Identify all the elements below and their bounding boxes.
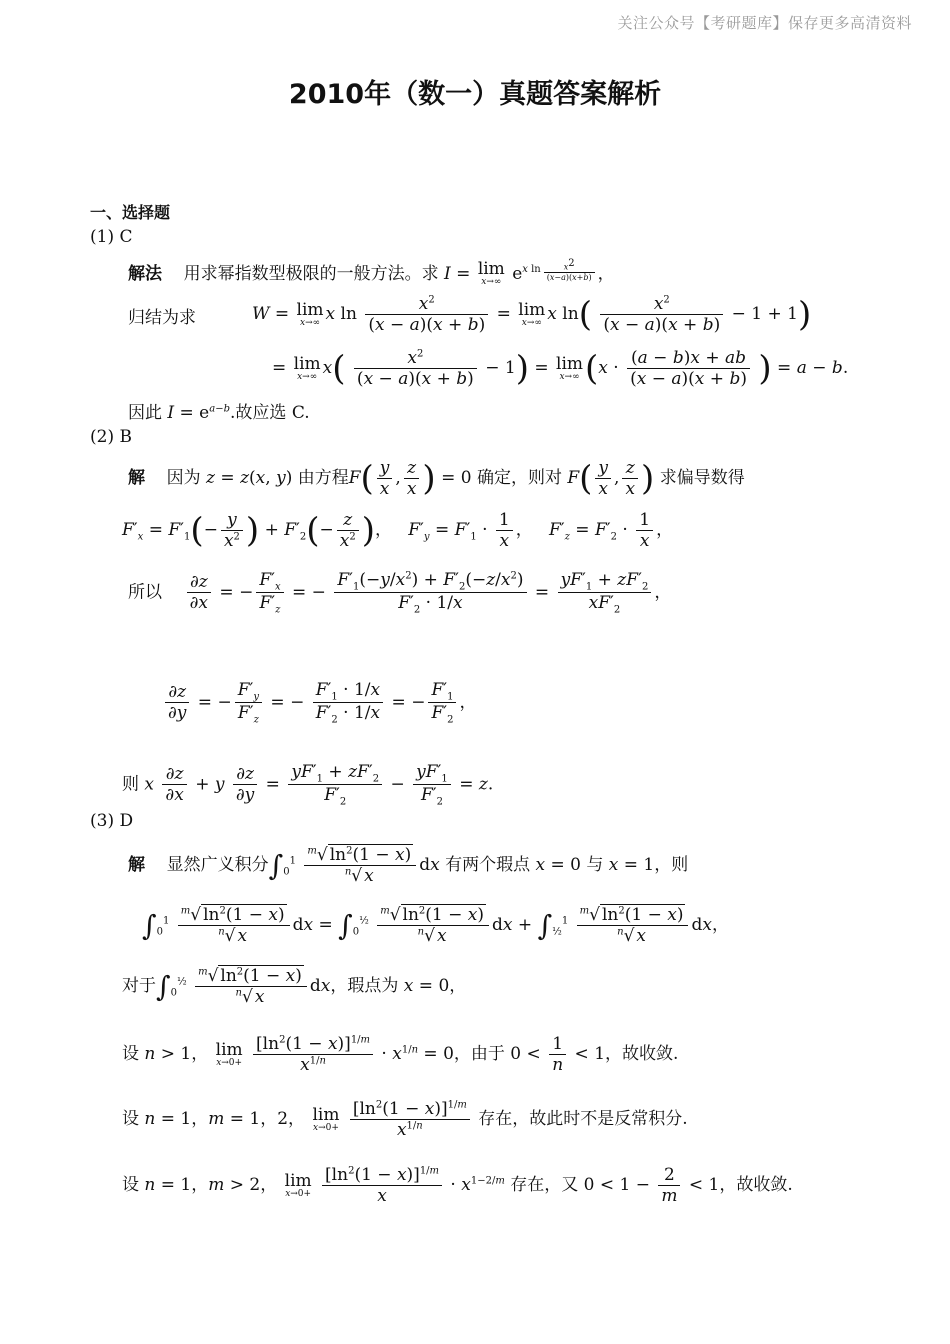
q1-label: (1) C xyxy=(90,227,133,247)
q3-split: $\int_0^1$ $\frac{^m√ \ln^2(1 - x)}{^n√ x}$ dx = $\int_0^{\frac{1}{2}}$ $\frac{^m√ \ln^2(1 - x)}{^n√ x}$ dx + $\int_{\frac{1}{2}}^1$ $\frac{^m√ \ln^2(1 - x)}{^n√ x}$ dx， xyxy=(142,905,729,946)
q3-solve: 解 xyxy=(128,855,145,875)
q1-eq2: = lim x→∞ x( $\frac{x^2}{(x - a)(x + b)}$ − 1) = lim x→∞ (x · $\frac{(a - b)x + ab}{(x - a)(x + b)}$ ) = a − b. xyxy=(272,348,849,389)
q2-result: 则 x $\frac{\partial z}{\partial x}$ + y $\frac{\partial z}{\partial y}$ = $\frac{yF'_1 + zF'_2}{F'_2}$ − $\frac{yF'_1}{F'_2}$ = z. xyxy=(122,762,494,808)
q3-case1-mid: ，由于 xyxy=(453,1044,505,1064)
q1-reduce-line xyxy=(128,303,196,328)
q3-intro1: 显然广义积分 xyxy=(166,855,269,875)
section-heading: 一、选择题 xyxy=(90,203,171,222)
q3-case2-end: 存在，故此时不是反常积分. xyxy=(478,1109,688,1129)
q2-intro4: 求偏导数得 xyxy=(659,468,745,488)
q3-for: 对于$\int_0^{\frac{1}{2}}$ $\frac{^m√ \ln^2(1 - x)}{^n√ x}$ dx，瑕点为 x = 0， xyxy=(122,966,467,1007)
q3-case3-end: ，故收敛. xyxy=(719,1175,793,1195)
q3-intro2: 有两个瑕点 xyxy=(445,855,531,875)
q2-intro1: 因为 xyxy=(166,468,201,488)
q1-eq1: W = lim x→∞ x ln $\frac{x^2}{(x - a)(x + b)}$ = lim x→∞ x ln( $\frac{x^2}{(x - a)(x + b)}$ − 1 + 1) xyxy=(252,294,812,335)
q1-method: 解法 xyxy=(128,263,162,284)
q2-then: 则 xyxy=(122,774,139,795)
q2-dzdx: 所以 $\frac{\partial z}{\partial x}$ = − $\frac{F'_x}{F'_z}$ = − $\frac{F'_1(-y/x^2) + F'_2(-z/x^2)}{F'_2 \cdot 1/x}$ = $\frac{yF'_1 + zF'_2}{xF'_2}$ ， xyxy=(128,570,672,616)
q3-for-label: 对于 xyxy=(122,976,156,996)
q3-intro3: 与 xyxy=(586,855,604,875)
q2-solve: 解 xyxy=(128,468,145,488)
q3-case3-mid: 存在，又 xyxy=(510,1175,579,1195)
q2-label: (2) B xyxy=(90,427,132,447)
page-title: 2010年（数一）真题答案解析 xyxy=(288,79,662,110)
q3-case2-prefix: 设 xyxy=(122,1109,139,1129)
q3-case3: 设 n = 1，m > 2， lim x→0+ $\frac{[\ln^2(1 - x)]^{1/m}}{x}$ · $x^{1-2/m}$ 存在，又 0 < 1 − $\frac{2}{m}$ < 1，故收敛. xyxy=(122,1165,793,1206)
q1-intro: 用求幂指数型极限的一般方法。求 xyxy=(183,263,439,284)
q3-case1-prefix: 设 xyxy=(122,1044,139,1064)
q1-conclusion-suffix: .故应选 C. xyxy=(230,403,310,423)
q2-intro-line: 解 因为 z = z(x, y) 由方程F( $\frac{y}{x}$ , $\frac{z}{x}$ ) = 0 确定，则对 F( $\frac{y}{x}$ , $\frac{z}{x}$ ) 求偏导数得 xyxy=(128,458,745,499)
q3-label: (3) D xyxy=(90,811,134,831)
q3-case3-prefix: 设 xyxy=(122,1175,139,1195)
q3-flaw: ，瑕点为 xyxy=(330,976,399,996)
q3-intro4: ，则 xyxy=(654,855,689,875)
q1-conclusion: 因此 $I = e^{a-b}$.故应选 C. xyxy=(128,403,310,423)
q3-intro-line: 解 显然广义积分$\int_0^1$ $\frac{^m√ \ln^2(1 - x)}{^n√ x}$ dx 有两个瑕点 x = 0 与 x = 1，则 xyxy=(128,845,689,886)
q1-intro-line: 解法 用求幂指数型极限的一般方法。求 I = lim x→∞ $e^{x ln \frac{x^2}{(x-a)(x+b)}}$ ， xyxy=(128,258,615,288)
q2-partials: $F'_x = F'_1(-$ $\frac{y}{x^2}$ ) + $F'_2(-$ $\frac{z}{x^2}$ )， $F'_y = F'_1$ · $\frac{1}{x}$ ， $F'_z = F'_2$ · $\frac{1}{x}$ ， xyxy=(122,510,674,551)
q2-so: 所以 xyxy=(128,582,162,603)
q2-dzdy: $\frac{\partial z}{\partial y}$ = − $\frac{F'_y}{F'_z}$ = − $\frac{F'_1 \cdot 1/x}{F'_2 \cdot 1/x}$ = − $\frac{F'_1}{F'_2}$ ， xyxy=(162,680,476,726)
q1-reduce: 归结为求 xyxy=(128,308,196,328)
q3-case2: 设 n = 1，m = 1，2， lim x→0+ $\frac{[\ln^2(1 - x)]^{1/m}}{x^{1/n}}$ 存在，故此时不是反常积分. xyxy=(122,1099,688,1140)
q3-case1-end: ，故收敛. xyxy=(605,1044,679,1064)
q1-conclusion-prefix: 因此 xyxy=(128,403,162,423)
q3-case1: 设 n > 1， lim x→0+ $\frac{[\ln^2(1 - x)]^{1/m}}{x^{1/n}}$ · $x^{1/n} = 0$，由于 0 < $\frac{1}{n}$ < 1，故收敛. xyxy=(122,1034,679,1075)
q2-intro3: 确定，则对 xyxy=(476,468,562,488)
q2-intro2: 由方程 xyxy=(297,468,349,488)
watermark: 关注公众号【考研题库】保存更多高清资料 xyxy=(617,14,912,32)
